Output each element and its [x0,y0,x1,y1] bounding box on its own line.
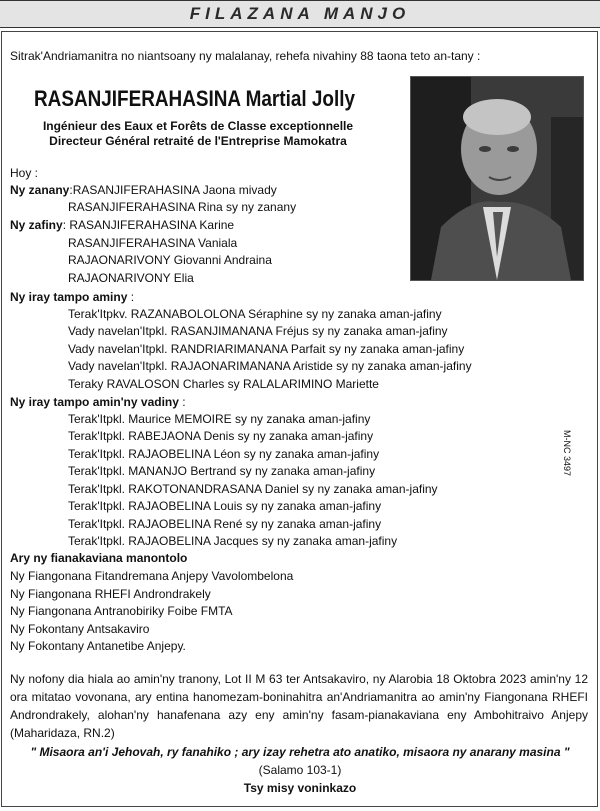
tampo-aminy-item: Terak'Itpkv. RAZANABOLOLONA Séraphine sy ny zanaka aman-jafiny [68,307,442,321]
bible-quote: " Misaora an'i Jehovah, ry fanahiko ; ary izay rehetra ato anatiko, misaora ny anarany masina " [30,745,570,759]
fianakaviana-item: Ny Fiangonana RHEFI Androndrakely [10,587,211,601]
zafiny-item: RASANJIFERAHASINA Vaniala [68,236,238,250]
tampo-vadiny-item: Terak'Itpkl. RAJAOBELINA Jacques sy ny zanaka aman-jafiny [68,534,398,548]
tampo-vadiny-item: Terak'Itpkl. RAKOTONANDRASANA Daniel sy ny zanaka aman-jafiny [68,482,438,496]
zanany-label: Ny zanany [10,183,70,197]
zanany-section: Ny zanany:RASANJIFERAHASINA Jaona mivady [10,183,277,197]
tampo-vadiny-item: Terak'Itpkl. Maurice MEMOIRE sy ny zanaka aman-jafiny [68,412,371,426]
tampo-vadiny-item: Terak'Itpkl. RAJAOBELINA René sy ny zanaka aman-jafiny [68,517,382,531]
tampo-aminy-item: Vady navelan'Itpkl. RAJAONARIMANANA Aristide sy ny zanaka aman-jafiny [68,359,472,373]
funeral-details-paragraph: Ny nofony dia hiala ao amin'ny tranony, Lot II M 63 ter Antsakaviro, ny Alarobia 18 Oktobra 2023 amin'ny 12 ora mitatao vovonana, ary entina hanomezam-boninahitra an'Andriamanitra ao amin'ny Fiangonana RHEFI Androndrakely, alohan'ny hanafenana azy eny amin'ny fasam-pianakaviana eny Ambohitraivo Anjepy (Maharidaza, RN.2) [10,672,588,740]
bible-reference: (Salamo 103-1) [258,763,342,777]
portrait-photo [410,76,584,281]
tampo-vadiny-item: Terak'Itpkl. MANANJO Bertrand sy ny zanaka aman-jafiny [68,464,376,478]
zanany-item: RASANJIFERAHASINA Rina sy ny zanany [68,200,297,214]
fianakaviana-item: Ny Fokontany Antsakaviro [10,622,150,636]
tampo-vadiny-item: Terak'Itpkl. RAJAOBELINA Léon sy ny zanaka aman-jafiny [68,447,380,461]
tampo-aminy-label: Ny iray tampo aminy [10,290,128,304]
fianakaviana-item: Ny Fokontany Antanetibe Anjepy. [10,639,186,653]
zafiny-item: RAJAONARIVONY Elia [68,271,194,285]
hoy-label: Hoy : [10,166,39,180]
tampo-aminy-item: Vady navelan'Itpkl. RASANJIMANANA Fréjus sy ny zanaka aman-jafiny [68,324,448,338]
deceased-title-2: Directeur Général retraité de l'Entreprise Mamokatra [49,134,347,148]
ad-reference-code: M-NC 3497 [562,430,572,477]
fianakaviana-item: Ny Fiangonana Antranobiriky Foibe FMTA [10,604,233,618]
intro-text: Sitrak'Andriamanitra no niantsoany ny malalanay, rehefa nivahiny 88 taona teto an-tany : [10,49,481,63]
tampo-vadiny-label: Ny iray tampo amin'ny vadiny [10,395,179,409]
tampo-aminy-item: Teraky RAVALOSON Charles sy RALALARIMINO Mariette [68,377,379,391]
zafiny-label: Ny zafiny [10,218,63,232]
portrait-image [411,77,583,280]
zafiny-item: RAJAONARIVONY Giovanni Andraina [68,253,272,267]
deceased-title-1: Ingénieur des Eaux et Forêts de Classe exceptionnelle [42,119,354,133]
tampo-vadiny-item: Terak'Itpkl. RABEJAONA Denis sy ny zanaka aman-jafiny [68,429,374,443]
tampo-aminy-heading: Ny iray tampo aminy : [10,290,135,304]
fianakaviana-item: Ny Fiangonana Fitandremana Anjepy Vavolombelona [10,569,294,583]
fianakaviana-label: Ary ny fianakaviana manontolo [10,551,188,565]
zanany-item: RASANJIFERAHASINA Jaona mivady [72,183,277,197]
tampo-aminy-item: Vady navelan'Itpkl. RANDRIARIMANANA Parfait sy ny zanaka aman-jafiny [68,342,465,356]
zafiny-item: RASANJIFERAHASINA Karine [69,218,235,232]
closing-note: Tsy misy voninkazo [243,781,357,795]
zafiny-section: Ny zafiny: RASANJIFERAHASINA Karine [10,218,235,232]
tampo-vadiny-heading: Ny iray tampo amin'ny vadiny : [10,395,186,409]
header-banner [0,0,600,28]
header-title: FILAZANA MANJO [189,4,411,23]
tampo-vadiny-item: Terak'Itpkl. RAJAOBELINA Louis sy ny zanaka aman-jafiny [68,499,382,513]
deceased-name: RASANJIFERAHASINA Martial Jolly [34,86,355,111]
